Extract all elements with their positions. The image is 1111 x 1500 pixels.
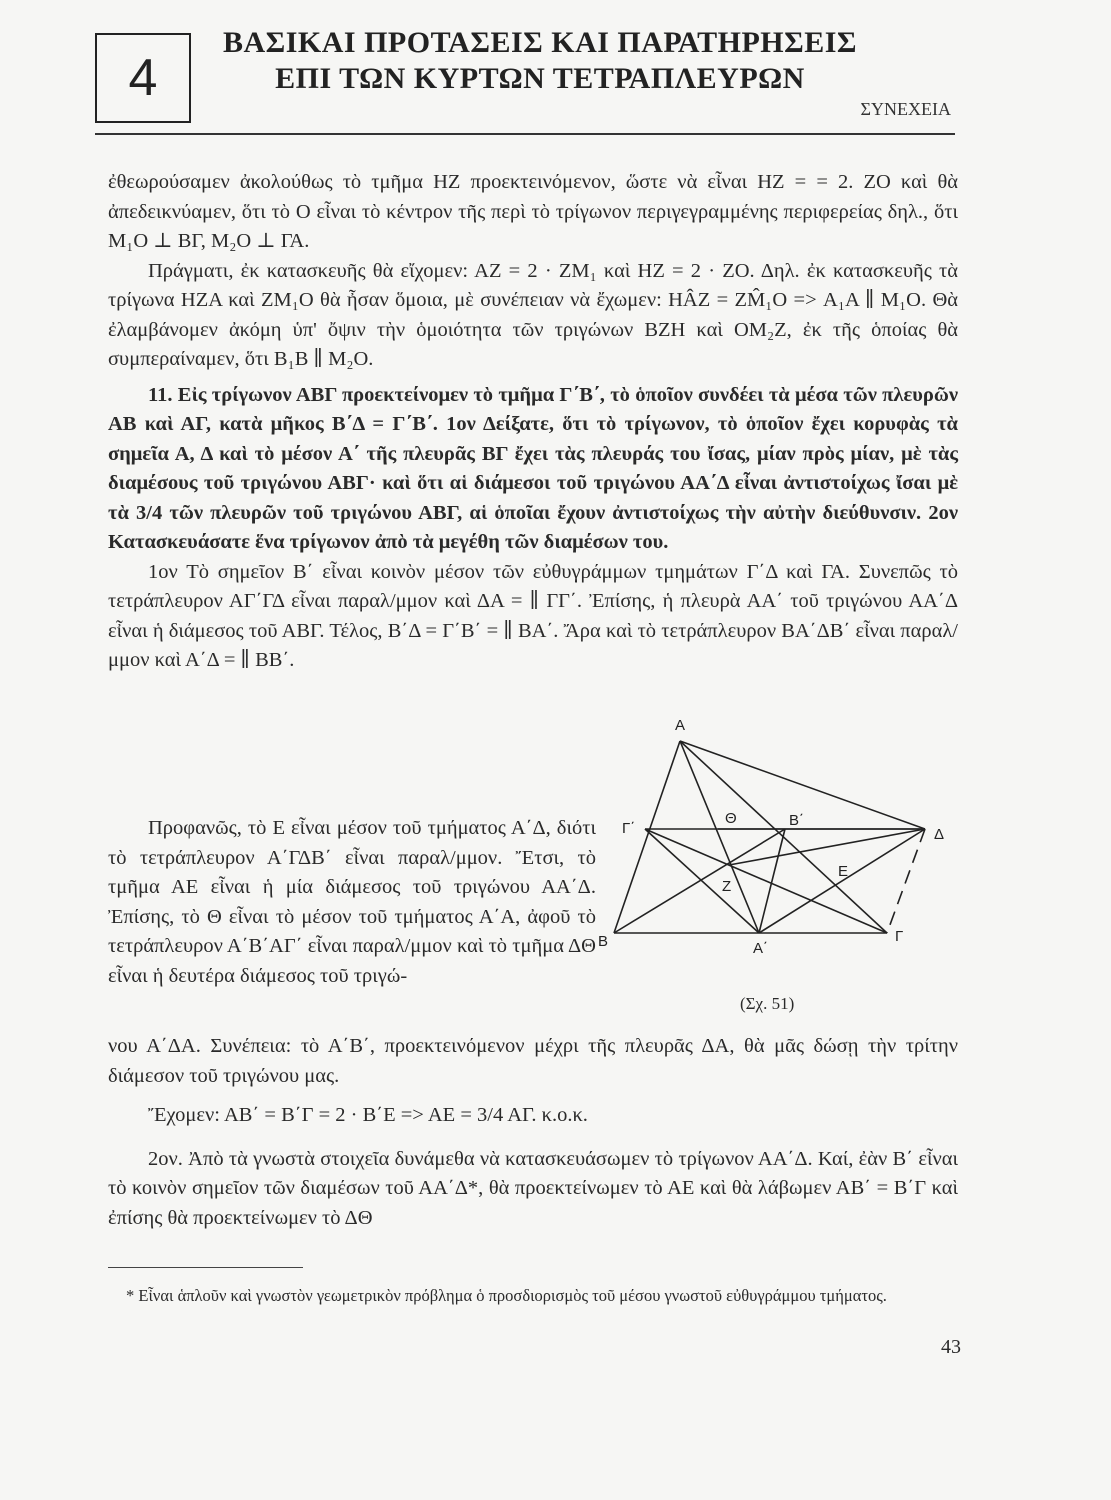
segment-B-B1 bbox=[614, 829, 785, 933]
footnote-rule bbox=[108, 1267, 303, 1268]
header-rule bbox=[95, 133, 955, 135]
problem-11-statement: 11. Εἰς τρίγωνον ΑΒΓ προεκτείνομεν τὸ τμῆμα Γ΄Β΄, τὸ ὁποῖον συνδέει τὰ μέσα τῶν πλευρῶν ΑΒ καὶ ΑΓ, κατὰ μῆκος Β΄Δ = Γ΄Β΄. 1ον Δείξατε, ὅτι τὸ τρίγωνον, τὸ ὁποῖον ἔχει κορυφὰς τὰ σημεῖα Α, Δ καὶ τὸ μέσον Α΄ τῆς πλευρᾶς ΒΓ ἔχει τὰς πλευράς του ἴσας, μίαν πρὸς μίαν, μὲ τὰς διαμέσους τοῦ τριγώνου ΑΒΓ· καὶ ὅτι αἱ διάμεσοι τοῦ τριγώνου ΑΑ΄Δ εἶναι ἀντιστοίχως ἴσαι μὲ τὰ 3/4 τῶν πλευρῶν τοῦ τριγώνου ΑΒΓ, αἱ ὁποῖαι ἔχουν ἀντιστοίχως τὴν αὐτὴν διεύθυνσιν. 2ον Κατασκευάσατε ἕνα τρίγωνον ἀπὸ τὰ μεγέθη τῶν διαμέσων του. bbox=[108, 383, 958, 553]
label-Theta: Θ bbox=[725, 810, 737, 827]
paragraph-2: Πράγματι, ἐκ κατασκευῆς θὰ εἴχομεν: ΑΖ = 2 · ΖM₁ καὶ ΗΖ = 2 · ΖΟ. Δηλ. ἐκ κατασκευῆς τὰ τρίγωνα ΗΖΑ καὶ ΖM₁Ο θὰ ἦσαν ὅμοια, μὲ συνέπειαν νὰ ἔχωμεν: ΗÂΖ = ΖM̂₁Ο => A₁A ∥ M₁O. Θὰ ἐλαμβάνομεν ἀκόμη ὑπ' ὄψιν τὴν ὁμοιότητα τῶν τριγώνων ΒΖΗ καὶ ΟM₂Ζ, ἐκ τῆς ὁποίας θὰ συμπεραίναμεν, ὅτι B₁B ∥ M₂O. bbox=[108, 259, 958, 370]
segment-D-G-dashed bbox=[887, 829, 925, 933]
label-Gamma: Γ bbox=[895, 928, 904, 945]
label-G-prime: Γ΄ bbox=[622, 820, 636, 837]
page-number: 43 bbox=[941, 1336, 961, 1358]
paragraph-5-column bbox=[108, 814, 596, 991]
label-A: A bbox=[675, 717, 686, 734]
segment-G1-A1 bbox=[645, 829, 759, 933]
chapter-number: 4 bbox=[128, 49, 158, 107]
label-Delta: Δ bbox=[934, 826, 945, 843]
paragraph-5: Προφανῶς, τὸ Ε εἶναι μέσον τοῦ τμήματος Α΄Δ, διότι τὸ τετράπλευρον Α΄ΓΔΒ΄ εἶναι παραλ/μμον. Ἔτσι, τὸ τμῆμα ΑΕ εἶναι ἡ μία διάμεσος τοῦ τριγώνου ΑΑ΄Δ. Ἐπίσης, τὸ Θ εἶναι τὸ μέσον τοῦ τμήματος Α΄Α, ἀφοῦ τὸ τετράπλευρον Α΄Β΄ΑΓ΄ εἶναι παραλ/μμον καὶ τὸ τμῆμα ΔΘ εἶναι ἡ δευτέρα διάμεσος τοῦ τριγώ- bbox=[108, 817, 596, 987]
label-B-prime: B΄ bbox=[789, 812, 804, 829]
label-Z: Z bbox=[722, 878, 732, 895]
chapter-subtitle: ΣΥΝΕΧΕΙΑ bbox=[860, 99, 951, 119]
paragraph-1: ἐθεωρούσαμεν ἀκολούθως τὸ τμῆμα ΗΖ προεκτεινόμενον, ὥστε νὰ εἶναι ΗΖ = = 2. ΖΟ καὶ θὰ ἀπεδεικνύαμεν, ὅτι τὸ Ο εἶναι τὸ κέντρον τῆς περὶ τὸ τρίγωνον περιγεγραμμένης περιφερείας δηλ., ὅτι M₁O ⊥ ΒΓ, M₂O ⊥ ΓΑ. bbox=[108, 171, 958, 252]
equation-line: Ἔχομεν: ΑΒ΄ = Β΄Γ = 2 · Β΄Ε => ΑΕ = 3/4 ΑΓ. κ.ο.κ. bbox=[148, 1104, 588, 1126]
paragraph-5-continuation: νου Α΄ΔΑ. Συνέπεια: τὸ Α΄Β΄, προεκτεινόμενον μέχρι τῆς πλευρᾶς ΔΑ, θὰ μᾶς δώσῃ τὴν τρίτην διάμεσον τοῦ τριγώνου μας. bbox=[108, 1035, 958, 1087]
segment-A1-B1 bbox=[759, 829, 785, 933]
chapter-title-line-2: ΕΠΙ ΤΩΝ ΚΥΡΤΩΝ ΤΕΤΡΑΠΛΕΥΡΩΝ bbox=[275, 62, 805, 95]
main-text-top bbox=[108, 168, 958, 676]
main-text-bottom bbox=[108, 1032, 958, 1233]
geometry-figure-51 bbox=[592, 713, 962, 993]
figure-caption: (Σχ. 51) bbox=[740, 994, 795, 1013]
paragraph-4: 1ον Τὸ σημεῖον Β΄ εἶναι κοινὸν μέσον τῶν εὐθυγράμμων τμημάτων Γ΄Δ καὶ ΓΑ. Συνεπῶς τὸ τετράπλευρον ΑΓ΄ΓΔ εἶναι παραλ/μμον καὶ ΔΑ = ∥ ΓΓ΄. Ἐπίσης, ἡ πλευρὰ ΑΑ΄ τοῦ τριγώνου ΑΑ΄Δ εἶναι ἡ διάμεσος τοῦ ΑΒΓ. Τέλος, Β΄Δ = Γ΄Β΄ = ∥ ΒΑ΄. Ἄρα καὶ τὸ τετράπλευρον ΒΑ΄ΔΒ΄ εἶναι παραλ/μμον καὶ Α΄Δ = ∥ ΒΒ΄. bbox=[108, 560, 958, 671]
chapter-number-box bbox=[95, 33, 191, 123]
segment-A-B bbox=[614, 741, 680, 933]
segment-A-A1 bbox=[680, 741, 759, 933]
label-B: B bbox=[598, 933, 609, 950]
label-A-prime: A΄ bbox=[753, 940, 768, 957]
chapter-title-line-1: ΒΑΣΙΚΑΙ ΠΡΟΤΑΣΕΙΣ ΚΑΙ ΠΑΡΑΤΗΡΗΣΕΙΣ bbox=[222, 26, 858, 59]
segment-G1-G bbox=[645, 829, 887, 933]
label-E: E bbox=[838, 863, 849, 880]
paragraph-6: 2ον. Ἀπὸ τὰ γνωστὰ στοιχεῖα δυνάμεθα νὰ κατασκευάσωμεν τὸ τρίγωνον ΑΑ΄Δ. Καί, ἐὰν Β΄ εἶναι τὸ κοινὸν σημεῖον τῶν διαμέσων τοῦ ΑΑ΄Δ*, θὰ προεκτείνωμεν τὸ ΑΕ καὶ θὰ λάβωμεν ΑΒ΄ = Β΄Γ καὶ ἐπίσης θὰ προεκτείνωμεν τὸ ΔΘ bbox=[108, 1147, 958, 1229]
footnote: * Εἶναι ἁπλοῦν καὶ γνωστὸν γεωμετρικὸν πρόβλημα ὁ προσδιορισμὸς τοῦ μέσου γνωστοῦ εὐθυγράμμου τμήματος. bbox=[126, 1286, 887, 1305]
